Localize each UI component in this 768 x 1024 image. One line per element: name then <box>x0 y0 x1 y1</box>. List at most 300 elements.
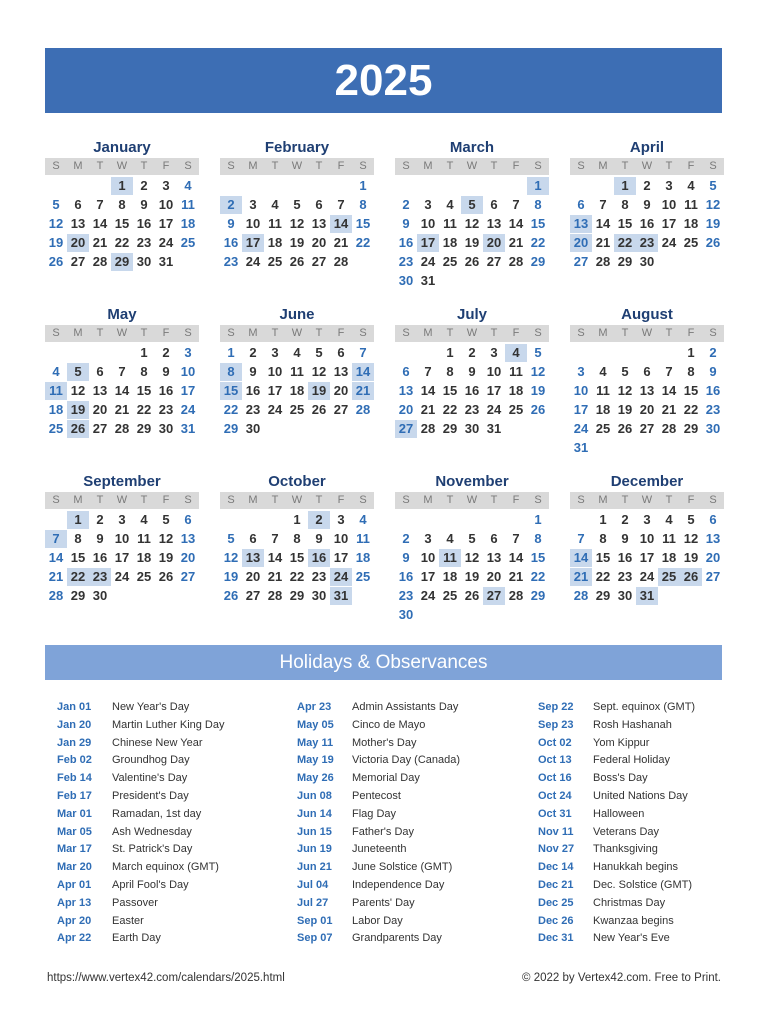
day-cell: 6 <box>337 345 345 360</box>
day-cell: 15 <box>617 216 633 231</box>
day-cell: 15 <box>683 383 699 398</box>
day-cell: 6 <box>577 197 585 212</box>
holiday-date: Jan 20 <box>57 718 92 731</box>
holiday-name: Labor Day <box>352 914 403 927</box>
day-cell: 7 <box>424 364 432 379</box>
empty-day-cell <box>461 177 483 195</box>
day-cell: 6 <box>184 512 192 527</box>
day-cell: 27 <box>333 402 349 417</box>
day-cell: 18 <box>442 569 458 584</box>
weekday-label: T <box>96 327 104 339</box>
day-cell: 27 <box>705 569 721 584</box>
holiday-date: Jan 01 <box>57 701 92 713</box>
day-cell: 22 <box>530 569 546 584</box>
day-cell: 1 <box>614 177 636 195</box>
holiday-date: Apr 01 <box>57 878 92 891</box>
day-cell: 13 <box>70 216 86 231</box>
day-cell: 3 <box>490 345 498 360</box>
empty-day-cell <box>330 177 352 195</box>
weekday-label: M <box>248 160 258 172</box>
empty-day-cell <box>242 177 264 195</box>
day-cell: 4 <box>359 512 367 527</box>
day-cell: 11 <box>356 531 370 546</box>
month-october <box>220 472 374 606</box>
holiday-date: Dec 14 <box>538 861 574 874</box>
day-cell: 19 <box>705 216 721 231</box>
day-cell: 8 <box>621 197 629 212</box>
holiday-row <box>57 735 287 753</box>
month-august <box>570 305 724 458</box>
day-cell: 17 <box>180 383 196 398</box>
day-cell: 27 <box>483 587 505 605</box>
weekday-label: T <box>621 160 629 172</box>
weekday-label: W <box>641 160 653 172</box>
holiday-name: Grandparents Day <box>352 932 442 945</box>
day-cell: 11 <box>443 216 457 231</box>
weekday-label: S <box>534 160 542 172</box>
day-cell: 14 <box>508 550 524 565</box>
day-cell: 15 <box>442 383 458 398</box>
day-cell: 29 <box>223 421 239 436</box>
day-cell: 18 <box>180 216 196 231</box>
weekday-label: W <box>641 327 653 339</box>
weekday-label: S <box>52 160 60 172</box>
day-grid <box>45 511 199 606</box>
day-cell: 26 <box>464 588 480 603</box>
weekday-header <box>395 158 549 175</box>
weekday-label: M <box>73 327 83 339</box>
day-cell: 24 <box>486 402 502 417</box>
holiday-row <box>57 913 287 931</box>
day-cell: 18 <box>595 402 611 417</box>
day-cell: 2 <box>402 197 410 212</box>
day-cell: 19 <box>683 550 699 565</box>
weekday-label: S <box>184 327 192 339</box>
holiday-row <box>57 930 287 948</box>
holiday-row <box>297 770 527 788</box>
holiday-name: Earth Day <box>112 932 161 945</box>
day-cell: 12 <box>464 216 480 231</box>
day-cell: 3 <box>184 345 192 360</box>
day-cell: 29 <box>530 254 546 269</box>
holiday-row <box>297 913 527 931</box>
day-cell: 21 <box>114 402 130 417</box>
day-cell: 9 <box>402 216 410 231</box>
day-cell: 7 <box>45 530 67 548</box>
day-cell: 12 <box>683 531 699 546</box>
day-cell: 30 <box>617 588 633 603</box>
day-cell: 3 <box>424 531 432 546</box>
day-cell: 17 <box>420 569 436 584</box>
weekday-label: T <box>271 327 279 339</box>
month-november <box>395 472 549 625</box>
day-cell: 27 <box>639 421 655 436</box>
day-cell: 1 <box>140 345 148 360</box>
empty-day-cell <box>111 344 133 362</box>
day-cell: 11 <box>509 364 523 379</box>
holiday-date: Dec 21 <box>538 878 574 891</box>
holiday-row <box>297 699 527 717</box>
day-cell: 7 <box>271 531 279 546</box>
day-cell: 13 <box>486 216 502 231</box>
day-cell: 13 <box>180 531 196 546</box>
holiday-column-3 <box>538 699 768 948</box>
day-cell: 25 <box>442 588 458 603</box>
day-cell: 10 <box>267 364 283 379</box>
day-cell: 10 <box>114 531 130 546</box>
weekday-label: S <box>402 494 410 506</box>
day-cell: 27 <box>311 254 327 269</box>
day-cell: 16 <box>223 235 239 250</box>
day-cell: 30 <box>92 588 108 603</box>
day-cell: 14 <box>330 215 352 233</box>
empty-day-cell <box>592 177 614 195</box>
holiday-name: Thanksgiving <box>593 843 658 856</box>
day-cell: 8 <box>293 531 301 546</box>
day-cell: 17 <box>333 550 349 565</box>
holiday-row <box>297 806 527 824</box>
day-cell: 8 <box>74 531 82 546</box>
day-cell: 9 <box>468 364 476 379</box>
weekday-label: S <box>184 160 192 172</box>
day-cell: 25 <box>48 421 64 436</box>
day-cell: 2 <box>643 178 651 193</box>
day-grid <box>395 511 549 625</box>
day-cell: 7 <box>337 197 345 212</box>
holiday-name: Rosh Hashanah <box>593 718 672 731</box>
holiday-name: Boss's Day <box>593 772 648 785</box>
day-cell: 9 <box>96 531 104 546</box>
holiday-name: Sept. equinox (GMT) <box>593 701 696 713</box>
holiday-date: Sep 22 <box>538 701 574 713</box>
holiday-row <box>538 895 768 913</box>
day-cell: 29 <box>617 254 633 269</box>
empty-day-cell <box>89 344 111 362</box>
day-cell: 14 <box>570 549 592 567</box>
day-cell: 27 <box>70 254 86 269</box>
weekday-label: T <box>490 494 498 506</box>
day-cell: 10 <box>420 550 436 565</box>
weekday-label: S <box>359 494 367 506</box>
month-february <box>220 138 374 272</box>
day-cell: 11 <box>137 531 151 546</box>
month-may <box>45 305 199 439</box>
month-name: August <box>621 306 673 323</box>
day-cell: 9 <box>709 364 717 379</box>
day-cell: 17 <box>114 550 130 565</box>
day-cell: 21 <box>595 235 611 250</box>
weekday-label: W <box>116 494 128 506</box>
day-cell: 11 <box>439 549 461 567</box>
empty-day-cell <box>67 177 89 195</box>
day-cell: 15 <box>70 550 86 565</box>
weekday-label: S <box>402 327 410 339</box>
month-june <box>220 305 374 439</box>
month-july <box>395 305 549 439</box>
day-cell: 16 <box>398 569 414 584</box>
day-cell: 2 <box>468 345 476 360</box>
day-cell: 30 <box>398 607 414 622</box>
holiday-name: Flag Day <box>352 807 397 820</box>
day-cell: 25 <box>683 235 699 250</box>
day-cell: 12 <box>464 550 480 565</box>
holiday-column-1 <box>57 699 287 948</box>
day-grid <box>570 344 724 458</box>
day-cell: 8 <box>534 531 542 546</box>
day-cell: 18 <box>355 550 371 565</box>
day-cell: 1 <box>359 178 367 193</box>
holiday-date: May 11 <box>297 736 334 749</box>
holiday-row <box>57 788 287 806</box>
day-cell: 22 <box>683 402 699 417</box>
weekday-label: W <box>291 494 303 506</box>
day-cell: 13 <box>705 531 721 546</box>
day-cell: 18 <box>661 550 677 565</box>
day-cell: 28 <box>267 588 283 603</box>
holiday-row <box>538 859 768 877</box>
weekday-label: F <box>512 494 520 506</box>
day-cell: 25 <box>289 402 305 417</box>
holidays-heading: Holidays & Observances <box>45 645 722 680</box>
day-cell: 8 <box>220 363 242 381</box>
weekday-label: T <box>315 327 323 339</box>
weekday-header <box>570 325 724 342</box>
holiday-date: Nov 27 <box>538 843 575 856</box>
weekday-label: F <box>337 327 345 339</box>
day-cell: 23 <box>464 402 480 417</box>
day-cell: 19 <box>617 402 633 417</box>
day-cell: 12 <box>530 364 546 379</box>
holiday-date: Feb 17 <box>57 789 92 802</box>
weekday-label: M <box>248 327 258 339</box>
day-cell: 30 <box>158 421 174 436</box>
day-cell: 25 <box>595 421 611 436</box>
weekday-header <box>220 325 374 342</box>
day-cell: 21 <box>661 402 677 417</box>
day-cell: 6 <box>96 364 104 379</box>
day-cell: 7 <box>665 364 673 379</box>
month-september <box>45 472 199 606</box>
holiday-name: Groundhog Day <box>112 754 190 767</box>
empty-day-cell <box>439 177 461 195</box>
day-cell: 12 <box>311 364 327 379</box>
empty-day-cell <box>264 511 286 529</box>
day-cell: 5 <box>315 345 323 360</box>
day-cell: 13 <box>398 383 414 398</box>
day-cell: 16 <box>464 383 480 398</box>
holiday-row <box>538 735 768 753</box>
day-cell: 9 <box>162 364 170 379</box>
holiday-name: Ash Wednesday <box>112 825 192 838</box>
day-cell: 5 <box>468 531 476 546</box>
empty-day-cell <box>461 511 483 529</box>
day-cell: 12 <box>48 216 64 231</box>
weekday-label: T <box>271 160 279 172</box>
day-cell: 23 <box>636 234 658 252</box>
day-cell: 23 <box>398 254 414 269</box>
day-cell: 20 <box>705 550 721 565</box>
month-name: July <box>456 306 487 323</box>
day-cell: 1 <box>67 511 89 529</box>
day-cell: 26 <box>223 588 239 603</box>
day-cell: 26 <box>464 254 480 269</box>
holiday-name: Federal Holiday <box>593 754 671 767</box>
empty-day-cell <box>614 344 636 362</box>
holiday-name: Chinese New Year <box>112 736 203 749</box>
weekday-label: S <box>534 327 542 339</box>
day-cell: 19 <box>530 383 546 398</box>
day-cell: 21 <box>570 568 592 586</box>
weekday-label: F <box>337 160 345 172</box>
day-cell: 9 <box>140 197 148 212</box>
day-cell: 29 <box>442 421 458 436</box>
holiday-row <box>538 770 768 788</box>
day-cell: 14 <box>92 216 108 231</box>
day-cell: 6 <box>709 512 717 527</box>
holiday-date: Feb 14 <box>57 772 92 785</box>
holiday-date: Sep 01 <box>297 914 333 927</box>
day-cell: 13 <box>92 383 108 398</box>
day-cell: 29 <box>111 253 133 271</box>
day-cell: 14 <box>508 216 524 231</box>
weekday-label: T <box>446 160 454 172</box>
day-cell: 17 <box>639 550 655 565</box>
weekday-label: S <box>709 160 717 172</box>
holiday-date: Mar 01 <box>57 807 92 820</box>
day-cell: 1 <box>687 345 695 360</box>
day-cell: 6 <box>74 197 82 212</box>
weekday-label: T <box>490 327 498 339</box>
day-cell: 7 <box>599 197 607 212</box>
holiday-date: Jun 08 <box>297 789 332 802</box>
day-cell: 13 <box>639 383 655 398</box>
day-cell: 20 <box>67 234 89 252</box>
day-cell: 30 <box>705 421 721 436</box>
holiday-date: Oct 31 <box>538 807 572 820</box>
day-cell: 29 <box>70 588 86 603</box>
holiday-date: Oct 02 <box>538 736 572 749</box>
month-name: November <box>435 473 509 490</box>
day-cell: 25 <box>658 568 680 586</box>
empty-day-cell <box>505 511 527 529</box>
holiday-name: Martin Luther King Day <box>112 718 225 731</box>
day-cell: 22 <box>136 402 152 417</box>
weekday-header <box>220 158 374 175</box>
holiday-date: Jan 29 <box>57 736 92 749</box>
holiday-row <box>57 699 287 717</box>
weekday-label: M <box>423 327 433 339</box>
day-cell: 12 <box>158 531 174 546</box>
day-cell: 20 <box>483 234 505 252</box>
weekday-label: S <box>227 160 235 172</box>
weekday-label: T <box>140 160 148 172</box>
weekday-label: T <box>140 494 148 506</box>
day-cell: 8 <box>446 364 454 379</box>
holiday-row <box>297 841 527 859</box>
day-cell: 2 <box>621 512 629 527</box>
weekday-label: M <box>598 494 608 506</box>
weekday-label: M <box>598 327 608 339</box>
day-cell: 16 <box>158 383 174 398</box>
holiday-date: Dec 31 <box>538 932 574 945</box>
weekday-label: W <box>291 160 303 172</box>
holiday-date: May 19 <box>297 754 334 767</box>
day-cell: 30 <box>245 421 261 436</box>
day-cell: 24 <box>639 569 655 584</box>
weekday-label: M <box>73 160 83 172</box>
day-cell: 29 <box>595 588 611 603</box>
day-cell: 17 <box>486 383 502 398</box>
day-cell: 22 <box>114 235 130 250</box>
day-cell: 19 <box>158 550 174 565</box>
day-cell: 28 <box>661 421 677 436</box>
empty-day-cell <box>286 177 308 195</box>
day-cell: 4 <box>184 178 192 193</box>
day-cell: 9 <box>621 531 629 546</box>
day-cell: 21 <box>508 235 524 250</box>
day-cell: 5 <box>67 363 89 381</box>
day-cell: 18 <box>683 216 699 231</box>
day-cell: 30 <box>398 273 414 288</box>
holiday-row <box>538 788 768 806</box>
holiday-row <box>57 770 287 788</box>
weekday-label: T <box>96 494 104 506</box>
day-cell: 31 <box>420 273 436 288</box>
weekday-label: T <box>315 160 323 172</box>
weekday-label: F <box>687 494 695 506</box>
day-cell: 5 <box>52 197 60 212</box>
weekday-label: S <box>534 494 542 506</box>
empty-day-cell <box>67 344 89 362</box>
day-grid <box>570 177 724 272</box>
day-cell: 9 <box>227 216 235 231</box>
holiday-date: Oct 16 <box>538 772 572 785</box>
day-cell: 18 <box>136 550 152 565</box>
weekday-label: S <box>402 160 410 172</box>
day-cell: 12 <box>617 383 633 398</box>
empty-day-cell <box>220 177 242 195</box>
footer-url-link[interactable]: https://www.vertex42.com/calendars/2025.html <box>47 972 285 984</box>
weekday-label: F <box>687 160 695 172</box>
weekday-label: S <box>52 327 60 339</box>
holiday-name: Victoria Day (Canada) <box>352 754 461 767</box>
day-cell: 14 <box>352 363 374 381</box>
day-cell: 7 <box>577 531 585 546</box>
weekday-label: T <box>665 327 673 339</box>
day-cell: 25 <box>442 254 458 269</box>
holiday-row <box>57 752 287 770</box>
holiday-name: Pentecost <box>352 789 401 802</box>
day-cell: 26 <box>67 420 89 438</box>
weekday-label: S <box>359 327 367 339</box>
holiday-name: Father's Day <box>352 825 415 838</box>
empty-day-cell <box>658 344 680 362</box>
holiday-row <box>538 913 768 931</box>
day-cell: 10 <box>573 383 589 398</box>
day-cell: 5 <box>534 345 542 360</box>
holiday-date: Dec 26 <box>538 914 574 927</box>
day-cell: 7 <box>118 364 126 379</box>
day-cell: 23 <box>158 402 174 417</box>
day-cell: 4 <box>140 512 148 527</box>
day-cell: 24 <box>330 568 352 586</box>
day-cell: 26 <box>158 569 174 584</box>
holiday-date: Sep 07 <box>297 932 333 945</box>
weekday-header <box>45 158 199 175</box>
day-cell: 15 <box>595 550 611 565</box>
empty-day-cell <box>417 177 439 195</box>
weekday-label: S <box>227 494 235 506</box>
